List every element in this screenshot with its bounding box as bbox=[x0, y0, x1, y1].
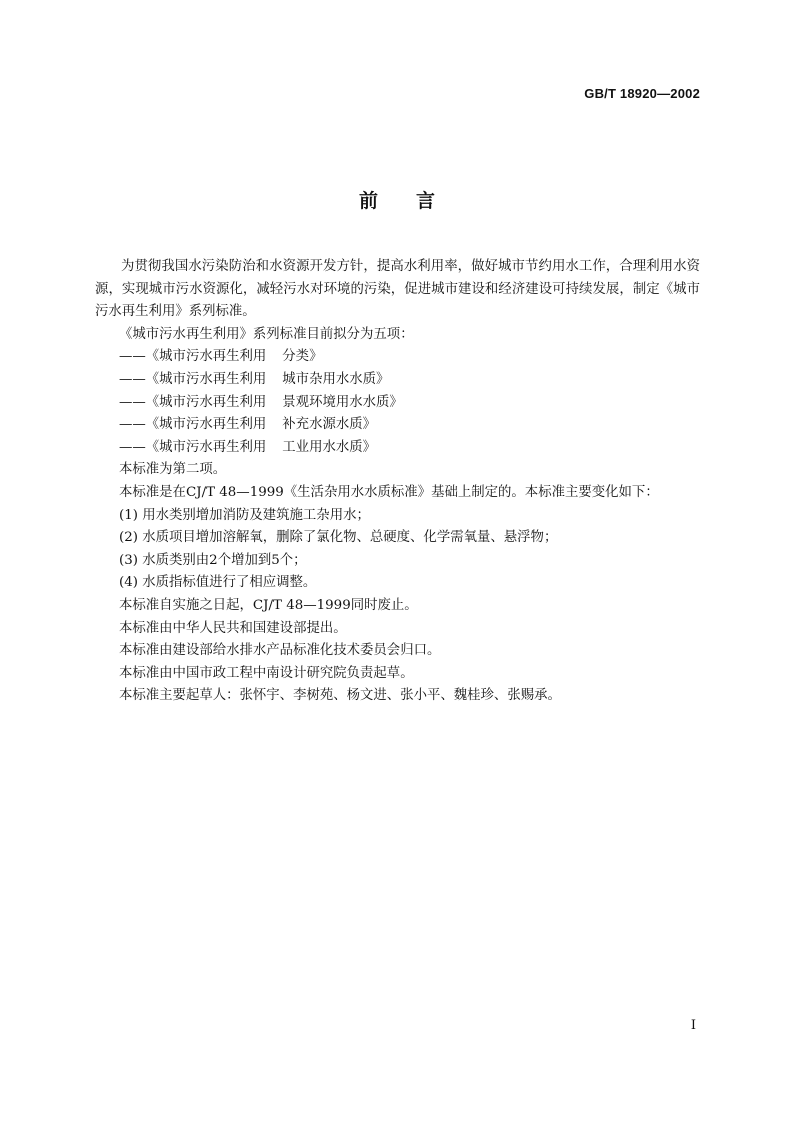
series-item bbox=[95, 437, 700, 460]
series-item-prefix: ——《城市污水再生利用 bbox=[119, 394, 267, 410]
statement: 本标准自实施之日起，CJ/T 48—1999同时废止。 bbox=[119, 597, 418, 613]
basis-statement: 本标准是在CJ/T 48—1999《生活杂用水水质标准》基础上制定的。本标准主要变化如下： bbox=[119, 484, 659, 500]
change-item: (1) 用水类别增加消防及建筑施工杂用水； bbox=[119, 507, 370, 523]
statement: 本标准由中国市政工程中南设计研究院负责起草。 bbox=[119, 665, 414, 681]
series-item-name: 补充水源水质》 bbox=[282, 417, 377, 433]
series-item bbox=[95, 392, 700, 415]
series-item bbox=[95, 346, 700, 369]
series-item-name: 分类》 bbox=[282, 349, 323, 365]
series-item-name: 工业用水水质》 bbox=[282, 439, 377, 455]
change-item: (2) 水质项目增加溶解氧，删除了氯化物、总硬度、化学需氧量、悬浮物； bbox=[119, 530, 558, 546]
series-item bbox=[95, 414, 700, 437]
series-item-prefix: ——《城市污水再生利用 bbox=[119, 349, 267, 365]
statement: 本标准主要起草人：张怀宇、李树苑、杨文进、张小平、魏桂珍、张赐承。 bbox=[119, 688, 561, 704]
series-item-name: 景观环境用水水质》 bbox=[282, 394, 403, 410]
change-item: (4) 水质指标值进行了相应调整。 bbox=[119, 575, 317, 591]
page-title: 前言 bbox=[358, 190, 473, 212]
page-number: I bbox=[690, 1018, 696, 1033]
series-item-prefix: ——《城市污水再生利用 bbox=[119, 417, 267, 433]
series-item-name: 城市杂用水水质》 bbox=[282, 371, 390, 387]
document-body bbox=[95, 256, 700, 708]
intro-paragraph: 为贯彻我国水污染防治和水资源开发方针，提高水利用率，做好城市节约用水工作，合理利用水资源，实现城市污水资源化，减轻污水对环境的污染，促进城市建设和经济建设可持续发展，制定《城市污水再生利用》系列标准。 bbox=[95, 259, 700, 320]
change-item: (3) 水质类别由2个增加到5个； bbox=[119, 552, 307, 568]
part-note: 本标准为第二项。 bbox=[119, 462, 227, 478]
series-item bbox=[95, 369, 700, 392]
standard-code: GB/T 18920—2002 bbox=[584, 86, 700, 101]
series-item-prefix: ——《城市污水再生利用 bbox=[119, 371, 267, 387]
series-item-prefix: ——《城市污水再生利用 bbox=[119, 439, 267, 455]
series-intro: 《城市污水再生利用》系列标准目前拟分为五项： bbox=[119, 326, 414, 342]
statement: 本标准由中华人民共和国建设部提出。 bbox=[119, 620, 347, 636]
statement: 本标准由建设部给水排水产品标准化技术委员会归口。 bbox=[119, 643, 441, 659]
